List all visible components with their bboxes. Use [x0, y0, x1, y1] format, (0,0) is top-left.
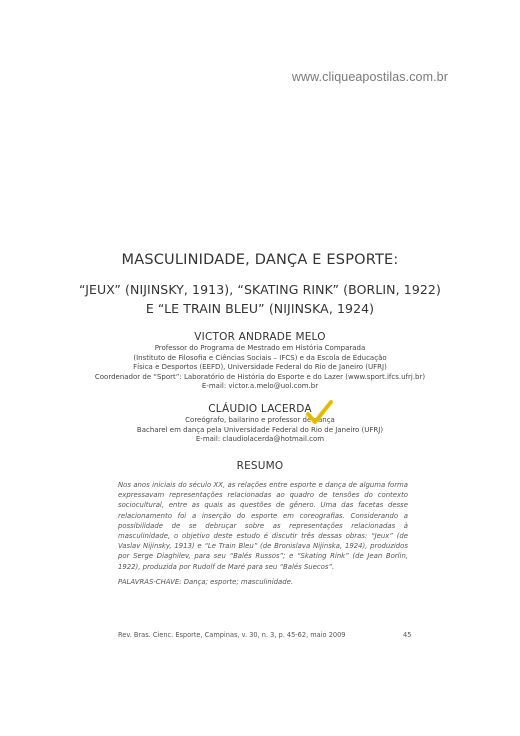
- article-title: MASCULINIDADE, DANÇA E ESPORTE:: [121, 252, 399, 268]
- page-number: 45: [403, 631, 412, 639]
- keywords: PALAVRAS-CHAVE: Dança; esporte; masculinidade.: [118, 578, 294, 586]
- author-affiliation-line: Bacharel em dança pela Universidade Federal do Rio de Janeiro (UFRJ): [136, 425, 384, 434]
- checkmark-icon: [304, 398, 334, 428]
- author-affiliation-line: (Instituto de Filosofia e Ciências Sociais – IFCS) e da Escola de Educação: [133, 353, 387, 362]
- watermark-url: www.cliqueapostilas.com.br: [291, 70, 448, 84]
- subtitle-line-2: E “LE TRAIN BLEU” (NIJINSKA, 1924): [145, 301, 375, 316]
- author-affiliation-line: Coreógrafo, bailarino e professor de dança: [185, 416, 335, 424]
- author-block-1: [0, 330, 520, 392]
- journal-reference: Rev. Bras. Cienc. Esporte, Campinas, v. 30, n. 3, p. 45-62, maio 2009: [118, 631, 346, 639]
- author-email: E-mail: claudiolacerda@hotmail.com: [195, 435, 325, 444]
- author-email: E-mail: victor.a.melo@uol.com.br: [201, 382, 319, 391]
- author-name: VICTOR ANDRADE MELO: [194, 331, 326, 343]
- author-name: CLÁUDIO LACERDA: [208, 403, 312, 415]
- article-subtitle: [0, 280, 520, 318]
- author-affiliation-line: Professor do Programa de Mestrado em História Comparada: [154, 344, 366, 352]
- author-block-2: [0, 402, 520, 445]
- abstract-heading: RESUMO: [236, 460, 284, 472]
- abstract-text: Nos anos iniciais do século XX, as relações entre esporte e dança de alguma forma expressavam representações relacionadas ao quadro de tensões do contexto sociocultural, entre as quais as questões de gênero. Uma das facetas desse relacionamento foi a inserção do esporte em coreografias. Considerando a possibilidade de se debruçar sobre as representações relacionadas à masculinidade, o objetivo deste estudo é discutir três dessas obras: “Jeux” (de Vaslav Nijinsky, 1913) e “Le Train Bleu” (de Bronislava Nijinska, 1924), produzidos por Serge Diaghilev, para seu “Balés Russos”; e “Skating Rink” (de Jean Borlin, 1922), produzida por Rudolf de Maré para seu “Balés Suecos”.: [118, 481, 408, 571]
- subtitle-line-1: “JEUX” (NIJINSKY, 1913), “SKATING RINK” (BORLIN, 1922): [79, 282, 441, 297]
- author-affiliation-line: Física e Desportos (EEFD), Universidade Federal do Rio de Janeiro (UFRJ): [133, 363, 387, 372]
- author-affiliation-line: Coordenador de “Sport”: Laboratório de História do Esporte e do Lazer (www.sport.ifcs.ufrj.br): [94, 372, 426, 381]
